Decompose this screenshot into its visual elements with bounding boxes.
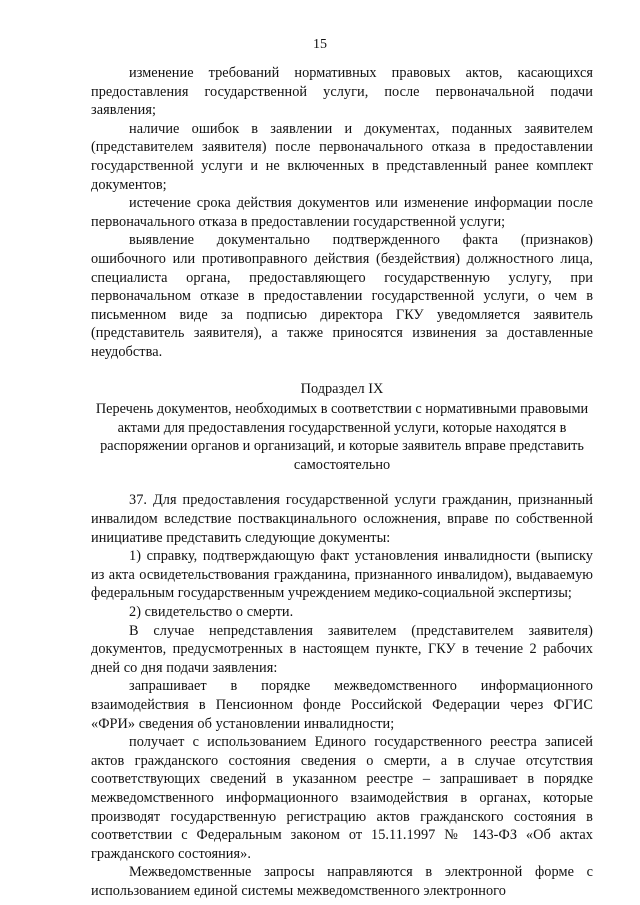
paragraph-interagency-requests: Межведомственные запросы направляются в электронной форме с использованием единой системы межведомственного электронного (91, 864, 593, 899)
page-number: 15 (313, 37, 327, 52)
subsection-header (91, 380, 593, 475)
paragraph-errors-in-application: наличие ошибок в заявлении и документах, поданных заявителем (представителем заявителя) после первоначального отказа в предоставлении государственной услуги и не включенных в представленный ранее комплект документов; (91, 120, 593, 193)
paragraph-non-submission: В случае непредставления заявителем (представителем заявителя) документов, предусмотренных в настоящем пункте, ГКУ в течение 2 рабочих дней со дня подачи заявления: (91, 622, 593, 676)
paragraph-civil-registry: получает с использованием Единого государственного реестра записей актов гражданского состояния сведения о смерти, а в случае отсутствия соответствующих сведений в указанном реестре – запрашивает в порядке межведомственного информационного взаимодействия в органах, которые производят государственную регистрацию актов гражданского состояния в соответствии с Федеральным законом от 15.11.1997 № 143-ФЗ «Об актах гражданского состояния». (91, 734, 593, 862)
paragraph-documents-expiry: истечение срока действия документов или изменение информации после первоначального отказа в предоставлении государственной услуги; (91, 195, 593, 230)
subsection-title: Подраздел IX (300, 380, 384, 397)
document-body (91, 64, 593, 901)
paragraph-item-37: 37. Для предоставления государственной услуги гражданин, признанный инвалидом вследствие поствакцинального осложнения, вправе по собственной инициативе представить следующие документы: (91, 492, 593, 546)
paragraph-death-certificate: 2) свидетельство о смерти. (129, 604, 294, 621)
paragraph-disability-certificate: 1) справку, подтверждающую факт установления инвалидности (выписку из акта освидетельствования гражданина, признанного инвалидом), выдаваемую федеральным государственным учреждением медико-социальной экспертизы; (91, 548, 593, 602)
paragraph-pension-fund-request: запрашивает в порядке межведомственного информационного взаимодействия в Пенсионном фонде Российской Федерации через ФГИС «ФРИ» сведения об установлении инвалидности; (91, 678, 593, 732)
paragraph-erroneous-action: выявление документально подтвержденного факта (признаков) ошибочного или противоправного действия (бездействия) должностного лица, специалиста органа, предоставляющего государственную услугу, при первоначальном отказе в предоставлении государственной услуги, о чем в письменном виде за подписью директора ГКУ уведомляется заявитель (представитель заявителя), а также приносятся извинения за доставленные неудобства. (91, 232, 593, 360)
paragraph-requirements-change: изменение требований нормативных правовых актов, касающихся предоставления государственной услуги, после первоначальной подачи заявления; (91, 65, 593, 119)
subsection-heading: Перечень документов, необходимых в соответствии с нормативными правовыми актами для предоставления государственной услуги, которые находятся в распоряжении органов и организаций, и которые заявитель вправе представить самостоятельно (95, 401, 589, 473)
